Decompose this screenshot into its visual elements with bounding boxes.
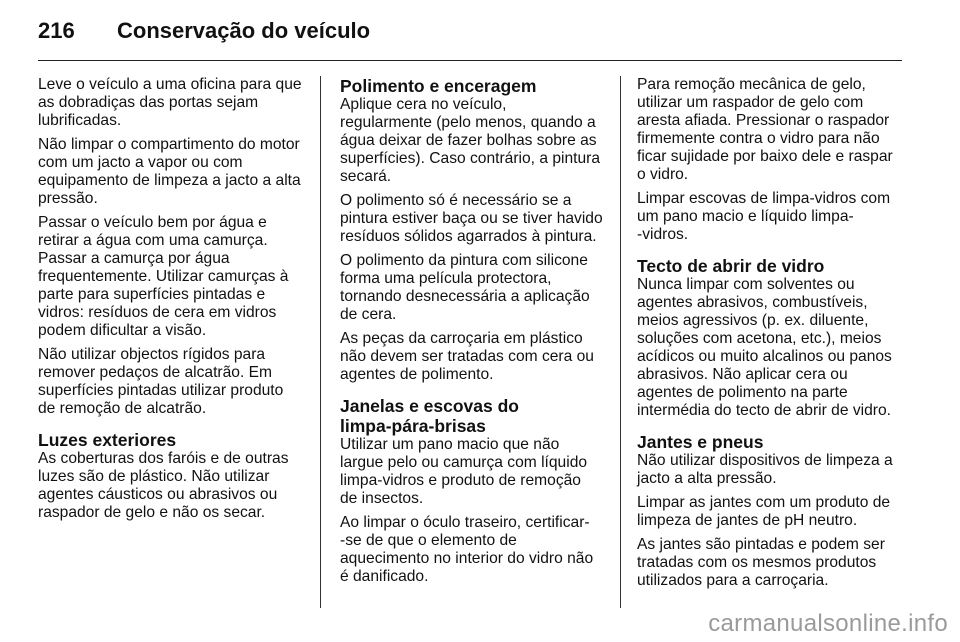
header-rule [38, 60, 902, 61]
paragraph: Limpar escovas de limpa-vidros com um pano macio e líquido limpa- -vidros. [637, 190, 891, 243]
paragraph: O polimento só é necessário se a pintura estiver baça ou se tiver havido resíduos sólidos agarrados à pintura. [340, 192, 603, 245]
paragraph: O polimento da pintura com silicone forma uma película protectora, tornando desnecessária a aplicação de cera. [340, 252, 590, 323]
paragraph: Não limpar o compartimento do motor com um jacto a vapor ou com equipamento de limpeza a jacto a alta pressão. [38, 136, 301, 207]
column-1 [38, 76, 310, 528]
section-heading-jantes: Jantes e pneus [637, 432, 764, 452]
section-heading-tecto: Tecto de abrir de vidro [637, 256, 825, 276]
paragraph: Para remoção mecânica de gelo, utilizar um raspador de gelo com aresta afiada. Pressionar o raspador firmemente contra o vidro para não ficar sujidade por baixo dele e raspar o vidro. [637, 76, 893, 183]
paragraph: Passar o veículo bem por água e retirar a água com uma camurça. Passar a camurça por água frequentemente. Utilizar camurças à parte para superfícies pintadas e vidros: resíduos de cera em vidros podem dificultar a visão. [38, 214, 289, 339]
page-title: Conservação do veículo [117, 18, 371, 43]
section-heading-luzes-exteriores: Luzes exteriores [38, 430, 177, 450]
paragraph: Utilizar um pano macio que não largue pelo ou camurça com líquido limpa-vidros e produto de remoção de insectos. [340, 436, 588, 507]
page-number: 216 [38, 18, 75, 43]
watermark: carmanualsonline.info [708, 610, 948, 637]
paragraph: Leve o veículo a uma oficina para que as dobradiças das portas sejam lubrificadas. [38, 76, 302, 129]
paragraph: Nunca limpar com solventes ou agentes abrasivos, combustíveis, meios agressivos (p. ex. diluente, soluções com acetona, etc.), meios acídicos ou muito alcalinos ou panos abrasivos. Não aplicar cera ou agentes de polimento na parte intermédia do tecto de abrir de vidro. [637, 276, 892, 419]
column-divider [320, 76, 321, 608]
paragraph: As coberturas dos faróis e de outras luzes são de plástico. Não utilizar agentes cáusticos ou abrasivos ou raspador de gelo e não os secar. [38, 450, 289, 521]
paragraph: As peças da carroçaria em plástico não devem ser tratadas com cera ou agentes de polimento. [340, 330, 594, 383]
paragraph: Ao limpar o óculo traseiro, certificar- -se de que o elemento de aquecimento no interior do vidro não é danificado. [340, 514, 594, 585]
column-divider [620, 76, 621, 608]
paragraph: Aplique cera no veículo, regularmente (pelo menos, quando a água deixar de fazer bolhas sobre as superfícies). Caso contrário, a pintura secará. [340, 96, 601, 185]
paragraph: Limpar as jantes com um produto de limpeza de jantes de pH neutro. [637, 494, 891, 529]
paragraph: Não utilizar dispositivos de limpeza a jacto a alta pressão. [637, 452, 893, 487]
section-heading-janelas: Janelas e escovas do limpa-pára-brisas [340, 396, 519, 436]
paragraph: As jantes são pintadas e podem ser tratadas com os mesmos produtos utilizados para a carroçaria. [637, 536, 885, 589]
column-3 [637, 76, 905, 596]
paragraph: Não utilizar objectos rígidos para remover pedaços de alcatrão. Em superfícies pintadas utilizar produto de remoção de alcatrão. [38, 346, 284, 417]
section-heading-polimento: Polimento e enceragem [340, 76, 537, 96]
column-2 [340, 76, 608, 592]
